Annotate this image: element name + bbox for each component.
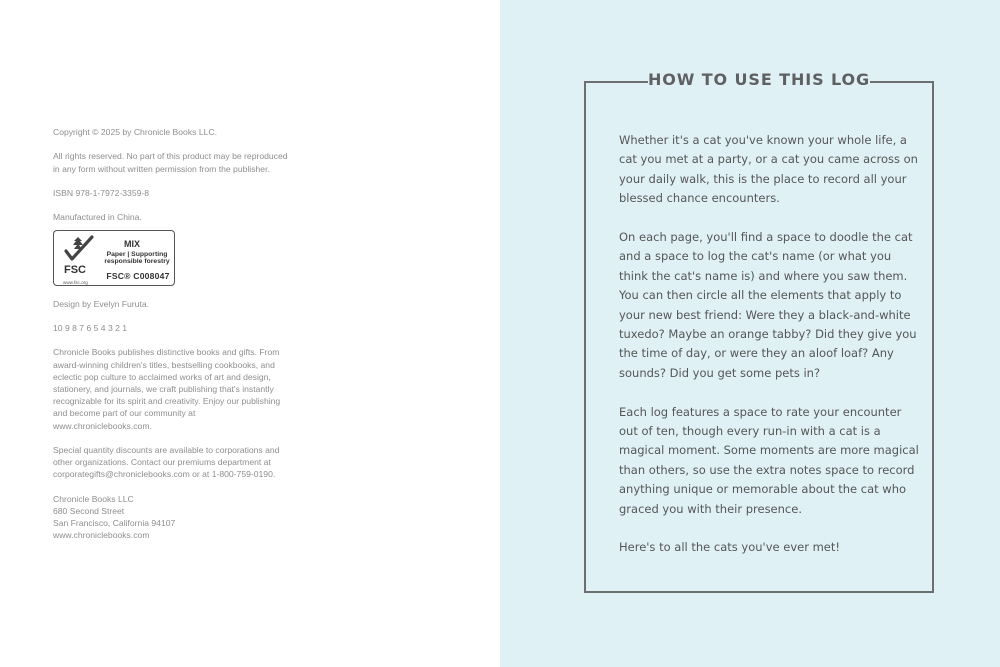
publisher-about: Chronicle Books publishes distinctive books and gifts. From award-winning children's titles, bestselling cookbooks, and eclectic pop culture to acclaimed works of art and design, stationery, and journals, we craft publishing that's instantly recognizable for its spirit and creativity. Enjoy our publishing and become part of our community at www.chroniclebooks.com. xyxy=(53,347,281,431)
publisher-street: 680 Second Street xyxy=(53,505,125,516)
log-paragraph: Here's to all the cats you've ever met! xyxy=(619,540,840,555)
fsc-logo xyxy=(53,230,175,286)
log-instructions-body xyxy=(619,131,919,577)
fsc-description xyxy=(102,251,172,266)
rights-notice: All rights reserved. No part of this product may be reproduced in any form without written permission from the publisher. xyxy=(53,151,288,174)
copyright-line: Copyright © 2025 by Chronicle Books LLC. xyxy=(53,127,217,137)
log-paragraph: Each log features a space to rate your encounter out of ten, though every run-in with a cat is a magical moment. Some moments are more magical than others, so use the extra notes space to record anything unique or memorable about the cat who graced you with their presence. xyxy=(619,404,919,516)
log-paragraph: Whether it's a cat you've known your whole life, a cat you met at a party, or a cat you came across on your daily walk, this is the place to record all your blessed chance encounters. xyxy=(619,133,918,206)
isbn: ISBN 978-1-7972-3359-8 xyxy=(53,187,150,198)
publisher-city: San Francisco, California 94107 xyxy=(53,518,176,529)
fsc-license-code: FSC® C008047 xyxy=(106,270,170,281)
printing-line: 10 9 8 7 6 5 4 3 2 1 xyxy=(53,322,128,333)
publisher-website: www.chroniclebooks.com xyxy=(53,530,150,541)
design-credit: Design by Evelyn Furuta. xyxy=(53,298,150,309)
manufactured-notice: Manufactured in China. xyxy=(53,212,142,223)
log-title: HOW TO USE THIS LOG xyxy=(647,70,871,89)
fsc-mix-label: MIX xyxy=(124,238,141,249)
quantity-discounts: Special quantity discounts are available to corporations and other organizations. Contact our premiums department at corporategifts@chroniclebooks.com or at 1-800-759-0190. xyxy=(53,444,280,480)
copyright-page-imprint xyxy=(53,126,288,542)
fsc-wordmark: FSC xyxy=(64,263,86,276)
fsc-tree-check-icon xyxy=(62,235,96,265)
log-paragraph: On each page, you'll find a space to doodle the cat and a space to log the cat's name (or what you think the cat's name is) and where you saw them. You can then circle all the elements that apply to your new best friend: Were they a black-and-white tuxedo? Maybe an orange tabby? Did they give you the time of day, or were they an aloof loaf? Any sounds? Did you get some pets in? xyxy=(619,230,917,380)
fsc-desc-line2: responsible forestry xyxy=(104,258,170,266)
fsc-url: www.fsc.org xyxy=(63,279,88,285)
fsc-desc-line1: Paper | Supporting xyxy=(106,250,168,258)
publisher-name: Chronicle Books LLC xyxy=(53,493,134,504)
